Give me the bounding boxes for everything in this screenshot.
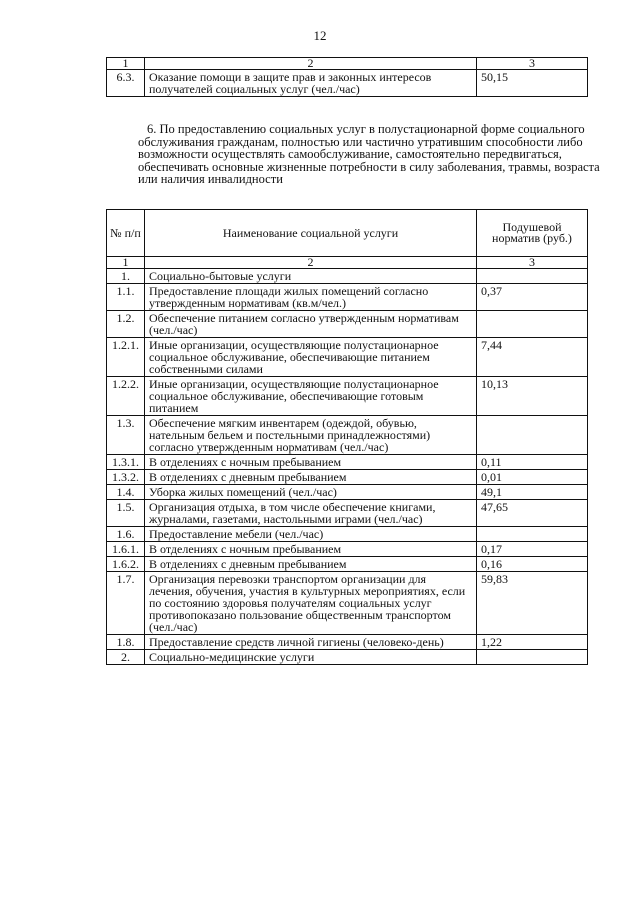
- main-table: [106, 209, 588, 665]
- header-num: № п/п: [107, 210, 145, 257]
- table-row: [107, 500, 588, 527]
- table-row: [107, 542, 588, 557]
- service-value: 0,17: [477, 542, 588, 557]
- table-row: [107, 635, 588, 650]
- service-name: Иные организации, осуществляющие полустационарное социальное обслуживание, обеспечивающие готовым питанием: [145, 377, 477, 416]
- service-value: 7,44: [477, 338, 588, 377]
- table-row: [107, 70, 588, 97]
- service-value: 50,15: [477, 70, 588, 97]
- section-heading-text: 6. По предоставлению социальных услуг в полустационарной форме социального обслуживания гражданам, полностью или частично утратившим способности либо возможности осуществлять самообслуживание, самостоятельно передвигаться, обеспечивать основные жизненные потребности в силу заболевания, травмы, возраста или наличия инвалидности: [138, 122, 600, 186]
- top-table: [106, 57, 588, 97]
- table-row: [107, 311, 588, 338]
- service-name: Организация отдыха, в том числе обеспечение книгами, журналами, газетами, настольными играми (чел./час): [145, 500, 477, 527]
- table-row: [107, 650, 588, 665]
- row-number: 6.3.: [107, 70, 145, 97]
- service-name: Организация перевозки транспортом организации для лечения, обучения, участия в культурных мероприятиях, если по состоянию здоровья получателям социальных услуг противопоказано пользование общественным транспортом (чел./час): [145, 572, 477, 635]
- column-number: 2: [145, 257, 477, 269]
- column-number: 2: [145, 58, 477, 70]
- service-value: 59,83: [477, 572, 588, 635]
- service-value: 0,01: [477, 470, 588, 485]
- row-number: 1.6.1.: [107, 542, 145, 557]
- service-name: Оказание помощи в защите прав и законных интересов получателей социальных услуг (чел./час): [145, 70, 477, 97]
- row-number: 1.3.: [107, 416, 145, 455]
- service-name: Уборка жилых помещений (чел./час): [145, 485, 477, 500]
- header-row: [107, 210, 588, 257]
- table-row: [107, 527, 588, 542]
- table-row: [107, 485, 588, 500]
- service-name: Социально-бытовые услуги: [145, 269, 477, 284]
- service-name: Предоставление площади жилых помещений согласно утвержденным нормативам (кв.м/чел.): [145, 284, 477, 311]
- row-number: 1.7.: [107, 572, 145, 635]
- column-number: 3: [477, 58, 588, 70]
- service-value: 49,1: [477, 485, 588, 500]
- service-name: В отделениях с дневным пребыванием: [145, 557, 477, 572]
- table-row: [107, 377, 588, 416]
- table-row: [107, 470, 588, 485]
- service-name: В отделениях с ночным пребыванием: [145, 455, 477, 470]
- column-number-row: [107, 257, 588, 269]
- column-number: 1: [107, 58, 145, 70]
- service-name: В отделениях с дневным пребыванием: [145, 470, 477, 485]
- row-number: 2.: [107, 650, 145, 665]
- table-row: [107, 338, 588, 377]
- service-value: [477, 650, 588, 665]
- row-number: 1.8.: [107, 635, 145, 650]
- table-row: [107, 416, 588, 455]
- row-number: 1.: [107, 269, 145, 284]
- service-name: Обеспечение питанием согласно утвержденным нормативам (чел./час): [145, 311, 477, 338]
- column-number-row: [107, 58, 588, 70]
- row-number: 1.6.: [107, 527, 145, 542]
- table-row: [107, 572, 588, 635]
- row-number: 1.6.2.: [107, 557, 145, 572]
- row-number: 1.3.1.: [107, 455, 145, 470]
- service-value: 0,37: [477, 284, 588, 311]
- table-row: [107, 269, 588, 284]
- column-number: 3: [477, 257, 588, 269]
- row-number: 1.1.: [107, 284, 145, 311]
- service-value: 0,16: [477, 557, 588, 572]
- service-value: [477, 311, 588, 338]
- page-number: 12: [313, 28, 327, 43]
- service-value: [477, 416, 588, 455]
- row-number: 1.3.2.: [107, 470, 145, 485]
- service-name: Иные организации, осуществляющие полустационарное социальное обслуживание, обеспечивающие питанием собственными силами: [145, 338, 477, 377]
- table-row: [107, 284, 588, 311]
- column-number: 1: [107, 257, 145, 269]
- service-name: Социально-медицинские услуги: [145, 650, 477, 665]
- service-name: Предоставление мебели (чел./час): [145, 527, 477, 542]
- header-value: Подушевой норматив (руб.): [477, 210, 588, 257]
- table-row: [107, 455, 588, 470]
- service-name: Предоставление средств личной гигиены (человеко-день): [145, 635, 477, 650]
- table-row: [107, 557, 588, 572]
- row-number: 1.4.: [107, 485, 145, 500]
- service-value: [477, 269, 588, 284]
- row-number: 1.2.: [107, 311, 145, 338]
- table-body: [107, 269, 588, 665]
- service-value: [477, 527, 588, 542]
- service-value: 0,11: [477, 455, 588, 470]
- service-name: Обеспечение мягким инвентарем (одеждой, обувью, нательным бельем и постельными принадлежностями) согласно утвержденным нормативам (чел./час): [145, 416, 477, 455]
- row-number: 1.2.1.: [107, 338, 145, 377]
- section-heading: [138, 123, 608, 186]
- service-value: 47,65: [477, 500, 588, 527]
- service-value: 10,13: [477, 377, 588, 416]
- row-number: 1.2.2.: [107, 377, 145, 416]
- service-value: 1,22: [477, 635, 588, 650]
- header-name: Наименование социальной услуги: [145, 210, 477, 257]
- row-number: 1.5.: [107, 500, 145, 527]
- service-name: В отделениях с ночным пребыванием: [145, 542, 477, 557]
